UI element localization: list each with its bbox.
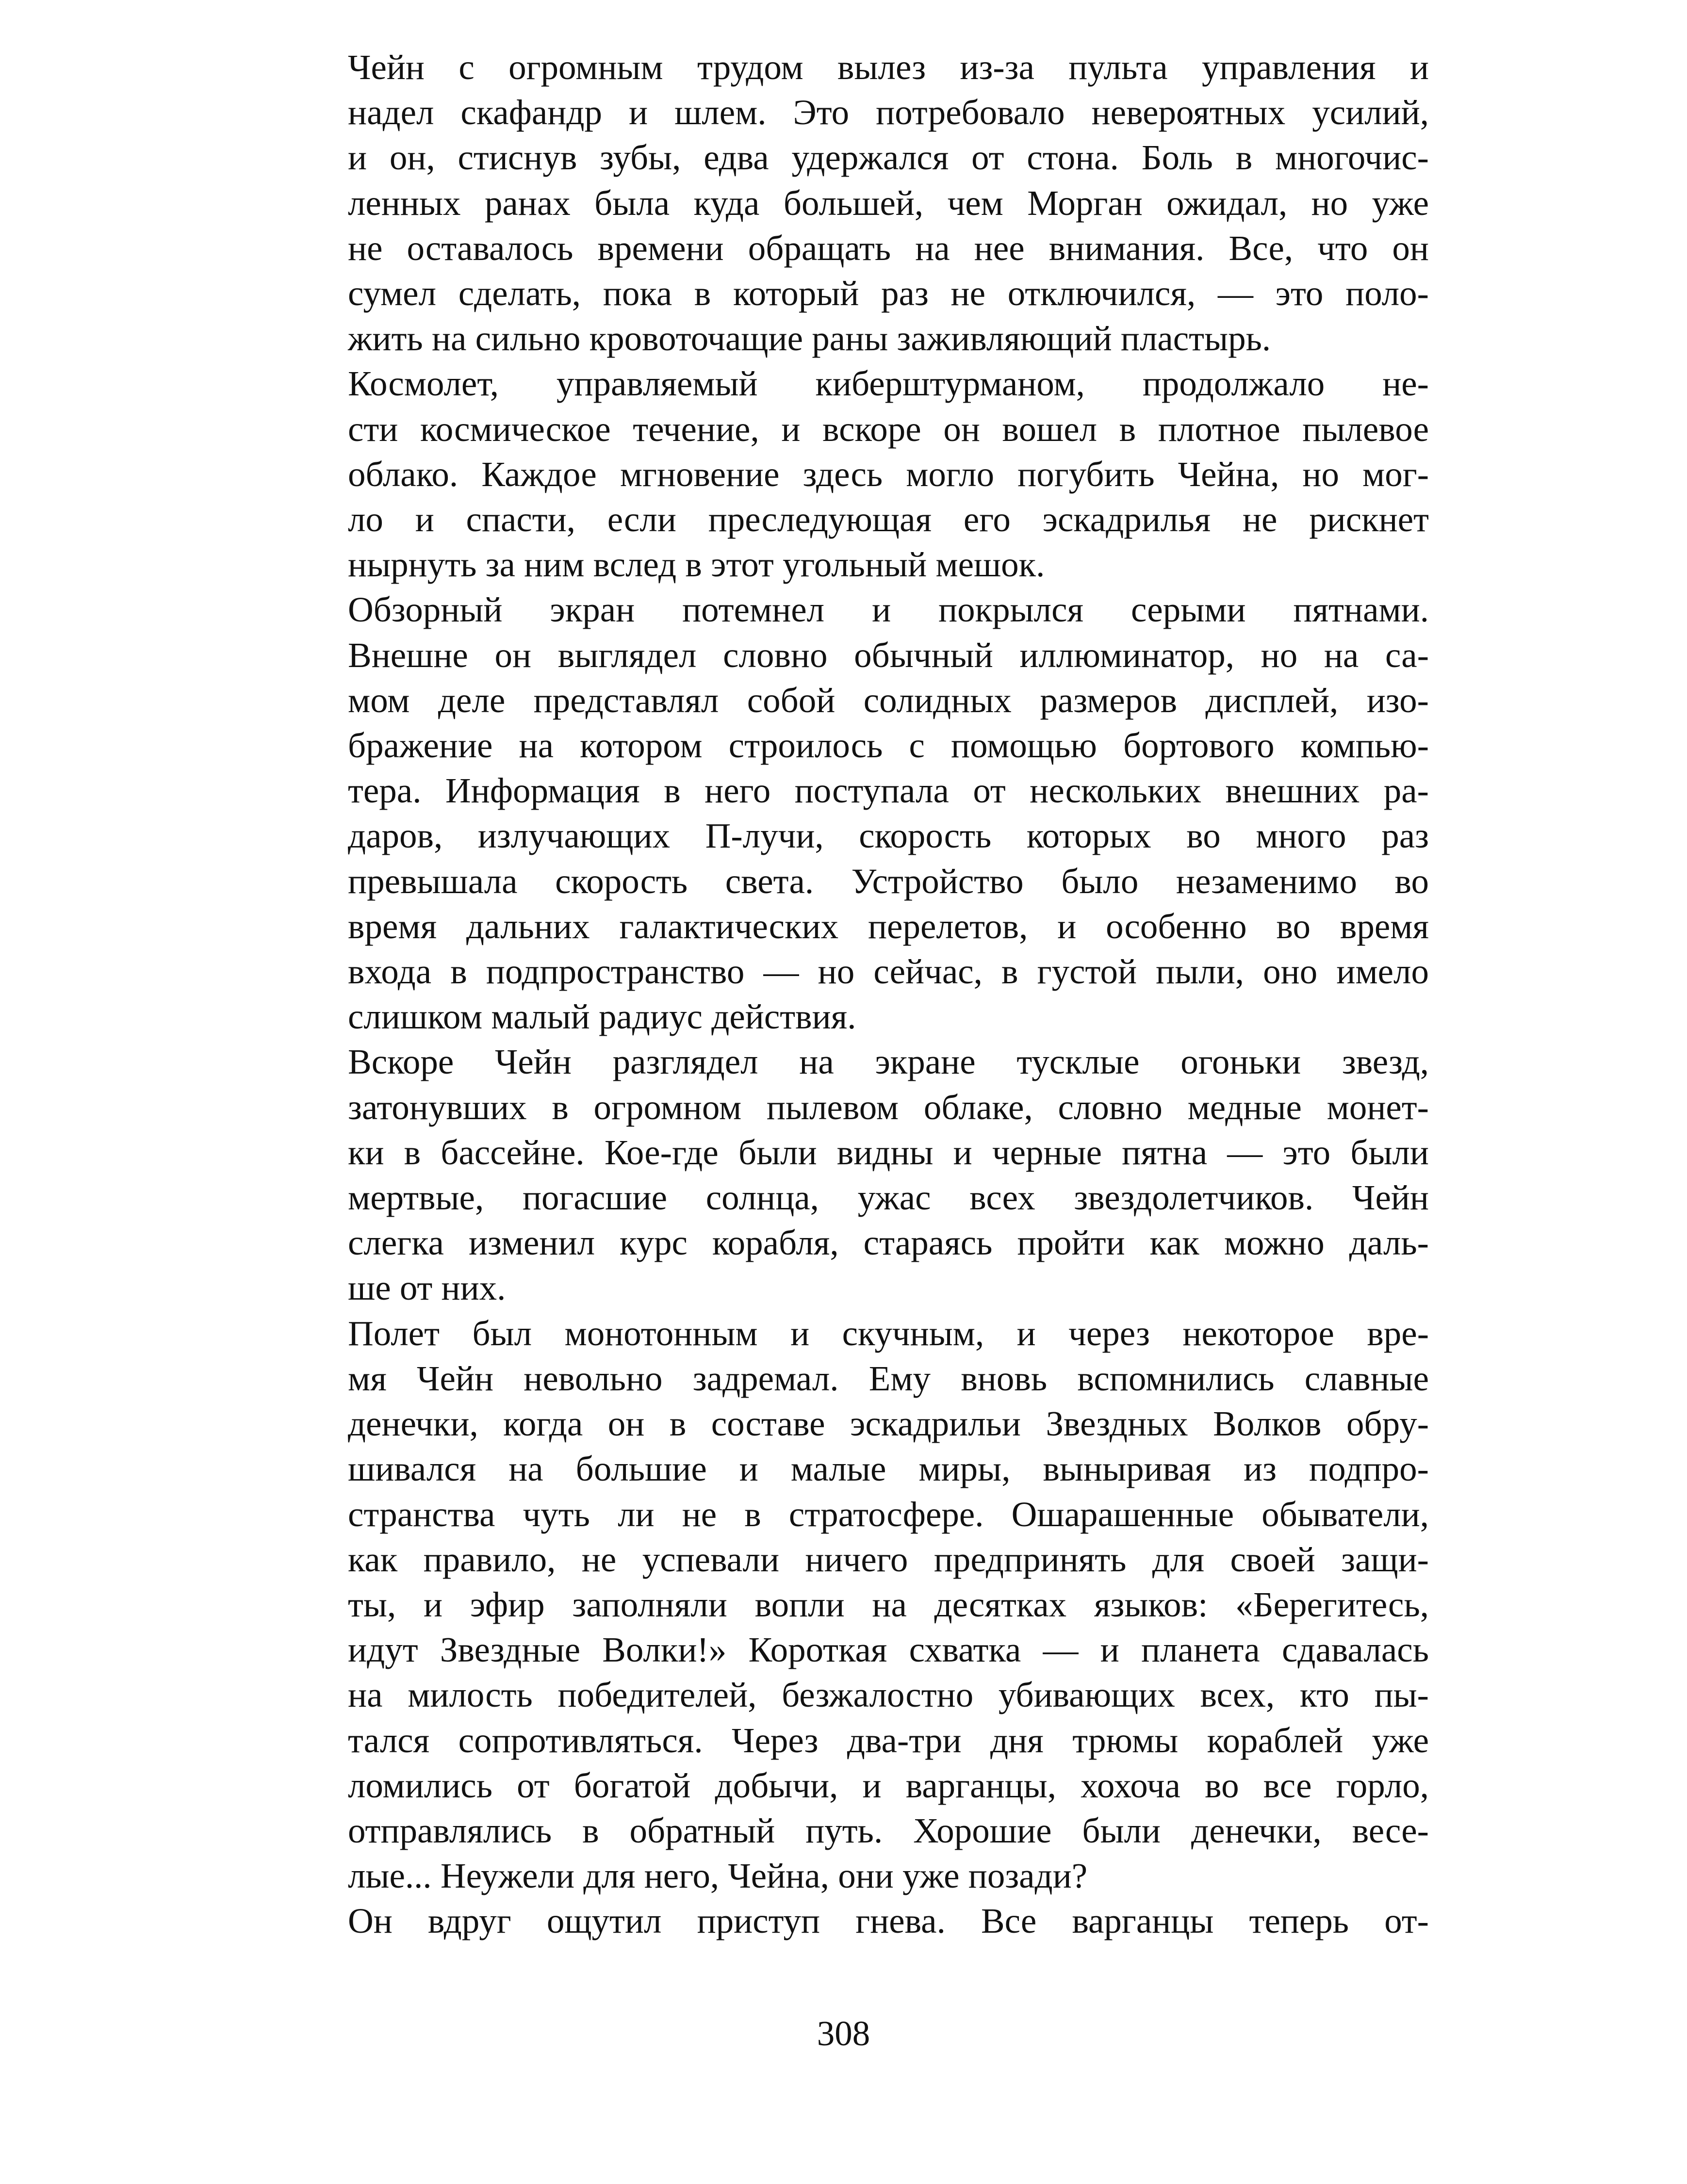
- text-line: ки в бассейне. Кое-где были видны и черные пятна — это были: [348, 1132, 1429, 1172]
- text-line: ше от них.: [348, 1268, 506, 1308]
- text-line: затонувших в огромном пылевом облаке, словно медные монет-: [348, 1087, 1429, 1127]
- paragraph-5: [264, 1311, 1429, 1899]
- text-line: шивался на большие и малые миры, выныривая из подпро-: [348, 1449, 1429, 1489]
- paragraph-2: [264, 361, 1429, 587]
- text-line: надел скафандр и шлем. Это потребовало невероятных усилий,: [348, 93, 1429, 132]
- text-line: входа в подпространство — но сейчас, в густой пыли, оно имело: [348, 952, 1429, 992]
- text-line: идут Звездные Волки!» Короткая схватка — и планета сдавалась: [348, 1630, 1429, 1670]
- paragraph-3: [264, 587, 1429, 1039]
- text-line: ты, и эфир заполняли вопли на десятках языков: «Берегитесь,: [348, 1584, 1429, 1624]
- text-line: облако. Каждое мгновение здесь могло погубить Чейна, но мог-: [348, 454, 1429, 494]
- text-line: слишком малый радиус действия.: [348, 997, 856, 1037]
- text-line: Он вдруг ощутил приступ гнева. Все варганцы теперь от-: [348, 1901, 1429, 1941]
- text-line: время дальних галактических перелетов, и особенно во время: [348, 906, 1429, 946]
- text-line: Внешне он выглядел словно обычный иллюминатор, но на са-: [348, 635, 1429, 675]
- text-line: мя Чейн невольно задремал. Ему вновь вспомнились славные: [348, 1358, 1429, 1398]
- text-line: тался сопротивляться. Через два-три дня трюмы кораблей уже: [348, 1720, 1429, 1760]
- text-line: мом деле представлял собой солидных размеров дисплей, изо-: [348, 680, 1429, 720]
- paragraph-4: [264, 1039, 1429, 1310]
- text-line: нырнуть за ним вслед в этот угольный мешок.: [348, 545, 1045, 585]
- text-line: ло и спасти, если преследующая его эскадрилья не рискнет: [348, 500, 1429, 539]
- text-line: отправлялись в обратный путь. Хорошие были денечки, весе-: [348, 1810, 1429, 1850]
- text-line: тера. Информация в него поступала от нескольких внешних ра-: [348, 771, 1429, 811]
- text-line: даров, излучающих П-лучи, скорость которых во много раз: [348, 816, 1429, 856]
- text-line: Космолет, управляемый киберштурманом, продолжало не-: [348, 364, 1429, 404]
- text-line: сумел сделать, пока в который раз не отключился, — это поло-: [348, 274, 1429, 313]
- paragraph-6: [264, 1898, 1429, 1943]
- page-text: [264, 45, 1429, 1944]
- text-line: слегка изменил курс корабля, стараясь пройти как можно даль-: [348, 1223, 1429, 1263]
- text-line: сти космическое течение, и вскоре он вошел в плотное пылевое: [348, 409, 1429, 449]
- page-number: 308: [817, 2014, 870, 2053]
- text-line: Чейн с огромным трудом вылез из-за пульта управления и: [348, 48, 1429, 87]
- text-line: Полет был монотонным и скучным, и через некоторое вре-: [348, 1313, 1429, 1353]
- text-line: ломились от богатой добычи, и варганцы, хохоча во все горло,: [348, 1765, 1429, 1805]
- text-line: на милость победителей, безжалостно убивающих всех, кто пы-: [348, 1675, 1429, 1715]
- text-line: бражение на котором строилось с помощью бортового компью-: [348, 726, 1429, 766]
- paragraph-1: [264, 45, 1429, 361]
- text-line: денечки, когда он в составе эскадрильи Звездных Волков обру-: [348, 1404, 1429, 1444]
- text-line: Обзорный экран потемнел и покрылся серыми пятнами.: [348, 590, 1429, 630]
- text-line: и он, стиснув зубы, едва удержался от стона. Боль в многочис-: [348, 138, 1429, 178]
- text-line: не оставалось времени обращать на нее внимания. Все, что он: [348, 228, 1429, 268]
- text-line: как правило, не успевали ничего предпринять для своей защи-: [348, 1539, 1429, 1579]
- text-line: странства чуть ли не в стратосфере. Ошарашенные обыватели,: [348, 1494, 1429, 1534]
- text-line: Вскоре Чейн разглядел на экране тусклые огоньки звезд,: [348, 1042, 1429, 1082]
- text-line: лые... Неужели для него, Чейна, они уже позади?: [348, 1856, 1088, 1896]
- text-line: ленных ранах была куда большей, чем Морган ожидал, но уже: [348, 183, 1429, 223]
- text-line: превышала скорость света. Устройство было незаменимо во: [348, 861, 1429, 901]
- text-line: мертвые, погасшие солнца, ужас всех звездолетчиков. Чейн: [348, 1178, 1429, 1218]
- text-line: жить на сильно кровоточащие раны заживляющий пластырь.: [348, 319, 1271, 359]
